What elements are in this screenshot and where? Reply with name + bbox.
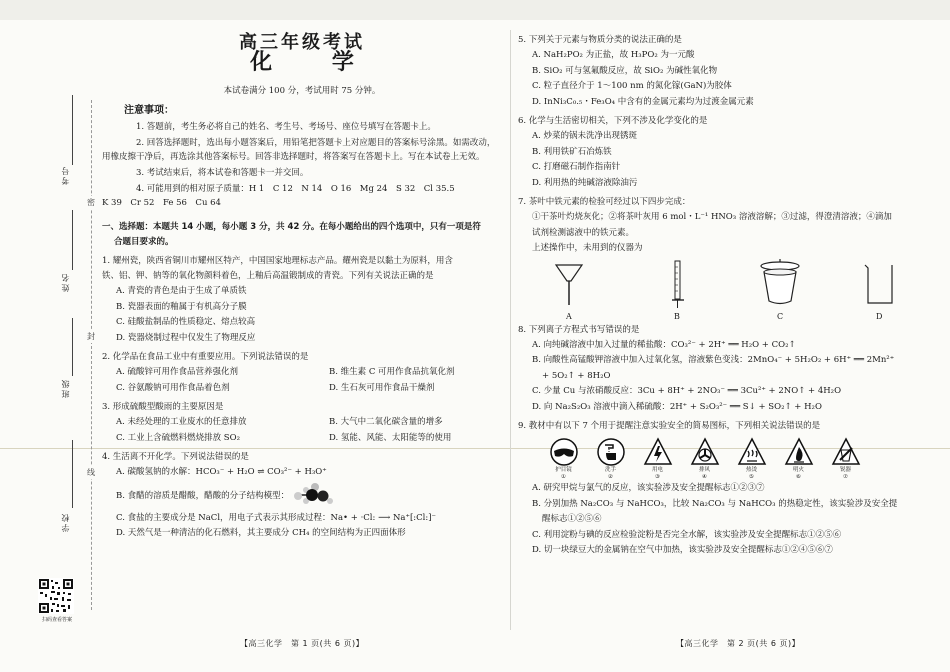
q5-option-b: B. SiO₂ 可与氢氟酸反应，故 SiO₂ 为碱性氧化物 [532, 65, 718, 76]
q3-option-a: A. 未经处理的工业废水的任意排放 [116, 417, 247, 427]
q1-option-c: C. 硅酸盐制品的性质稳定、熔点较高 [116, 317, 256, 327]
q9-option-a: A. 研究甲烷与氯气的反应，该实验涉及安全提醒标志①②③⑦ [532, 483, 765, 493]
q9-option-b-cont: 醒标志①②⑤⑥ [542, 514, 602, 524]
q4-option-b-row [102, 481, 502, 511]
crucible-icon [758, 259, 802, 307]
section-one-heading: 一、选择题：本题共 14 小题，每小题 3 分，共 42 分。在每小题给出的四个选项中，只有一项是符 [102, 222, 481, 232]
notice-title: 注意事项： [124, 105, 174, 116]
question-3 [102, 400, 502, 446]
safety-icon-1: 护目镜 ① [540, 437, 587, 481]
seal-char-feng: 封 [87, 332, 95, 341]
q6-stem: 6. 化学与生活密切相关，下列不涉及化学变化的是 [518, 116, 708, 126]
safety-icons-row [518, 437, 944, 481]
exam-id-underline [72, 95, 73, 165]
sharp-objects-icon [831, 437, 861, 467]
question-9 [518, 419, 944, 559]
q8-option-b: B. 向酸性高锰酸钾溶液中加入过氧化氢，溶液紫色变浅：2MnO₄⁻ + 5H₂O₂ + 6H⁺ ══ 2Mn²⁺ [532, 355, 895, 365]
seal-char-xian: 线 [87, 468, 95, 477]
class-underline [72, 318, 73, 376]
apparatus-label-b: B [674, 311, 680, 321]
q2-stem: 2. 化学品在食品工业中有重要应用。下列说法错误的是 [102, 352, 309, 362]
qr-code-icon[interactable] [38, 578, 74, 614]
q2-option-b: B. 维生素 C 可用作食品抗氧化剂 [329, 367, 455, 377]
q9-option-d: D. 切一块绿豆大的金属钠在空气中加热，该实验涉及安全提醒标志①②④⑤⑥⑦ [532, 545, 833, 555]
school-label: 学校 [61, 512, 70, 532]
q3-option-b: B. 大气中二氧化碳含量的增多 [329, 417, 443, 427]
scan-top-band [0, 0, 950, 20]
name-underline [72, 210, 73, 270]
q7-apparatus-row [518, 259, 944, 323]
safety-icon-5: 热烫 ⑤ [728, 437, 775, 481]
question-7 [518, 195, 944, 323]
ventilation-icon [690, 437, 720, 467]
notice-item-1: 1. 答题前，考生务必将自己的姓名、考生号、考场号、座位号填写在答题卡上。 [136, 122, 436, 132]
q5-option-d: D. InNi₃C₀.₅・Fe₃O₄ 中含有的金属元素均为过渡金属元素 [532, 96, 754, 107]
q4-option-a: A. 碳酸氢钠的水解：HCO₃⁻ + H₂O ⇌ CO₃²⁻ + H₃O⁺ [116, 467, 327, 477]
name-label: 姓名 [61, 272, 70, 292]
acetic-acid-model-icon [292, 482, 334, 508]
q6-option-b: B. 利用铁矿石冶炼铁 [532, 146, 612, 157]
hot-surface-icon [737, 437, 767, 467]
q1-option-a: A. 青瓷的青色是由于生成了单质铁 [116, 286, 247, 296]
footer-page-2: 【高三化学 第 2 页(共 6 页)】 [676, 639, 801, 648]
q4-option-d: D. 天然气是一种清洁的化石燃料，其主要成分 CH₄ 的空间结构为正四面体形 [116, 528, 406, 538]
beaker-icon [862, 259, 896, 307]
question-2 [102, 350, 502, 396]
question-6 [518, 114, 944, 191]
q7-step-line-cont: 试剂检测滤液中的铁元素。 [532, 227, 635, 238]
exam-id-label: 考号 [61, 165, 70, 185]
goggles-icon [549, 437, 579, 467]
q3-stem: 3. 形成硫酸型酸雨的主要原因是 [102, 402, 224, 412]
q1-option-b: B. 瓷器表面的釉属于有机高分子膜 [116, 301, 247, 312]
exam-title: 高三年级考试 [239, 32, 365, 53]
q8-option-a: A. 向纯碱溶液中加入过量的稀盐酸：CO₃²⁻ + 2H⁺ ══ H₂O + CO₂↑ [532, 339, 796, 350]
q3-option-d: D. 氢能、风能、太阳能等的使用 [329, 432, 452, 443]
q4-option-b: B. 食醋的溶质是醋酸，醋酸的分子结构模型： [116, 490, 290, 501]
q7-question-line: 上述操作中，未用到的仪器为 [532, 243, 643, 253]
column-divider [510, 30, 511, 630]
q2-option-d: D. 生石灰可用作食品干燥剂 [329, 382, 435, 393]
safety-icon-7: 锐器 ⑦ [822, 437, 869, 481]
notice-item-4: 4. 可能用到的相对原子质量：H 1 C 12 N 14 O 16 Mg 24 S 32 Cl 35.5 [136, 184, 455, 194]
left-column [102, 30, 502, 542]
q1-stem-cont: 铁、铝、钾、钠等的氧化物颜料着色，上釉后高温锻制成的青瓷。下列有关说法正确的是 [102, 271, 434, 281]
question-4 [102, 450, 502, 542]
class-label: 班级 [61, 378, 70, 398]
burette-icon [666, 259, 690, 309]
q6-option-d: D. 利用热的纯碱溶液除油污 [532, 177, 638, 188]
q2-option-a: A. 硫酸锌可用作食品营养强化剂 [116, 367, 239, 377]
safety-icon-3: 用电 ③ [634, 437, 681, 481]
q9-stem: 9. 教材中有以下 7 个用于提醒注意实验安全的简易图标，下列相关说法错误的是 [518, 421, 821, 431]
open-flame-icon [784, 437, 814, 467]
footer-page-1: 【高三化学 第 1 页(共 6 页)】 [240, 639, 365, 648]
question-1 [102, 254, 502, 346]
score-time-line: 本试卷满分 100 分，考试用时 75 分钟。 [223, 86, 381, 96]
q5-stem: 5. 下列关于元素与物质分类的说法正确的是 [518, 35, 682, 45]
q8-option-b-cont: + 5O₂↑ + 8H₂O [542, 370, 611, 381]
q6-option-c: C. 打磨磁石制作指南针 [532, 162, 621, 172]
notice-item-3: 3. 考试结束后，将本试卷和答题卡一并交回。 [136, 168, 309, 178]
funnel-icon [554, 259, 584, 307]
q9-option-b: B. 分别加热 Na₂CO₃ 与 NaHCO₃，比较 Na₂CO₃ 与 NaHCO₃ 的热稳定性，该实验涉及安全提 [532, 498, 898, 509]
section-one-heading-cont: 合题目要求的。 [114, 237, 174, 247]
notice-item-2: 2. 回答选择题时，选出每小题答案后，用铅笔把答题卡上对应题目的答案标号涂黑。如需改动，用橡皮擦干净后，再选涂其他答案标号。回答非选择题时，将答案写在答题卡上。写在本试卷上无效。 [102, 138, 496, 162]
seal-dashed-line [91, 100, 92, 610]
q4-stem: 4. 生活离不开化学。下列说法错误的是 [102, 452, 249, 462]
subject-title: 化 学 [250, 50, 380, 75]
q7-stem: 7. 茶叶中铁元素的检验可经过以下四步完成： [518, 197, 691, 207]
apparatus-label-d: D [876, 311, 883, 321]
q6-option-a: A. 炒菜的锅未洗净出现锈斑 [532, 131, 638, 141]
safety-icon-6: 明火 ⑥ [775, 437, 822, 481]
question-8 [518, 323, 944, 416]
apparatus-label-c: C [777, 311, 784, 321]
q2-option-c: C. 谷氨酸钠可用作食品着色剂 [116, 382, 230, 393]
safety-icon-2: 洗手 ② [587, 437, 634, 481]
question-5 [518, 33, 944, 110]
q5-option-c: C. 粒子直径介于 1～100 nm 的氮化镓(GaN)为胶体 [532, 81, 732, 91]
seal-char-mi: 密 [87, 198, 95, 207]
q8-option-d: D. 向 Na₂S₂O₃ 溶液中滴入稀硫酸：2H⁺ + S₂O₃²⁻ ══ S↓ + SO₂↑ + H₂O [532, 401, 822, 412]
qr-caption: 扫码查看答案 [41, 617, 72, 623]
q1-stem: 1. 耀州瓷，陕西省铜川市耀州区特产，中国国家地理标志产品。耀州瓷是以黏土为原料，用含 [102, 256, 453, 266]
q5-option-a: A. NaH₂PO₂ 为正盐，故 H₃PO₂ 为一元酸 [532, 50, 695, 60]
safety-icon-4: 排风 ④ [681, 437, 728, 481]
q4-option-c: C. 食盐的主要成分是 NaCl，用电子式表示其形成过程：Na• + ·Cl: ⟶ Na⁺[:Cl:]⁻ [116, 512, 437, 523]
q1-option-d: D. 瓷器烧制过程中仅发生了物理反应 [116, 332, 256, 343]
q9-option-c: C. 利用淀粉与碘的反应检验淀粉是否完全水解，该实验涉及安全提醒标志①②⑤⑥ [532, 529, 842, 540]
q7-step-line: ①干茶叶灼烧灰化；②将茶叶灰用 6 mol・L⁻¹ HNO₃ 溶液溶解；③过滤，得澄清溶液；④滴加 [532, 212, 892, 222]
apparatus-label-a: A [566, 311, 572, 321]
q8-option-c: C. 少量 Cu 与浓硝酸反应：3Cu + 8H⁺ + 2NO₃⁻ ══ 3Cu²⁺ + 2NO↑ + 4H₂O [532, 386, 842, 396]
notice-item-4-cont: K 39 Cr 52 Fe 56 Cu 64 [102, 198, 221, 208]
q8-stem: 8. 下列离子方程式书写错误的是 [518, 324, 640, 335]
electricity-icon [643, 437, 673, 467]
school-underline [72, 440, 73, 508]
q3-option-c: C. 工业上含硫燃料燃烧排放 SO₂ [116, 432, 241, 443]
right-column [518, 33, 944, 559]
wash-hands-icon [596, 437, 626, 467]
